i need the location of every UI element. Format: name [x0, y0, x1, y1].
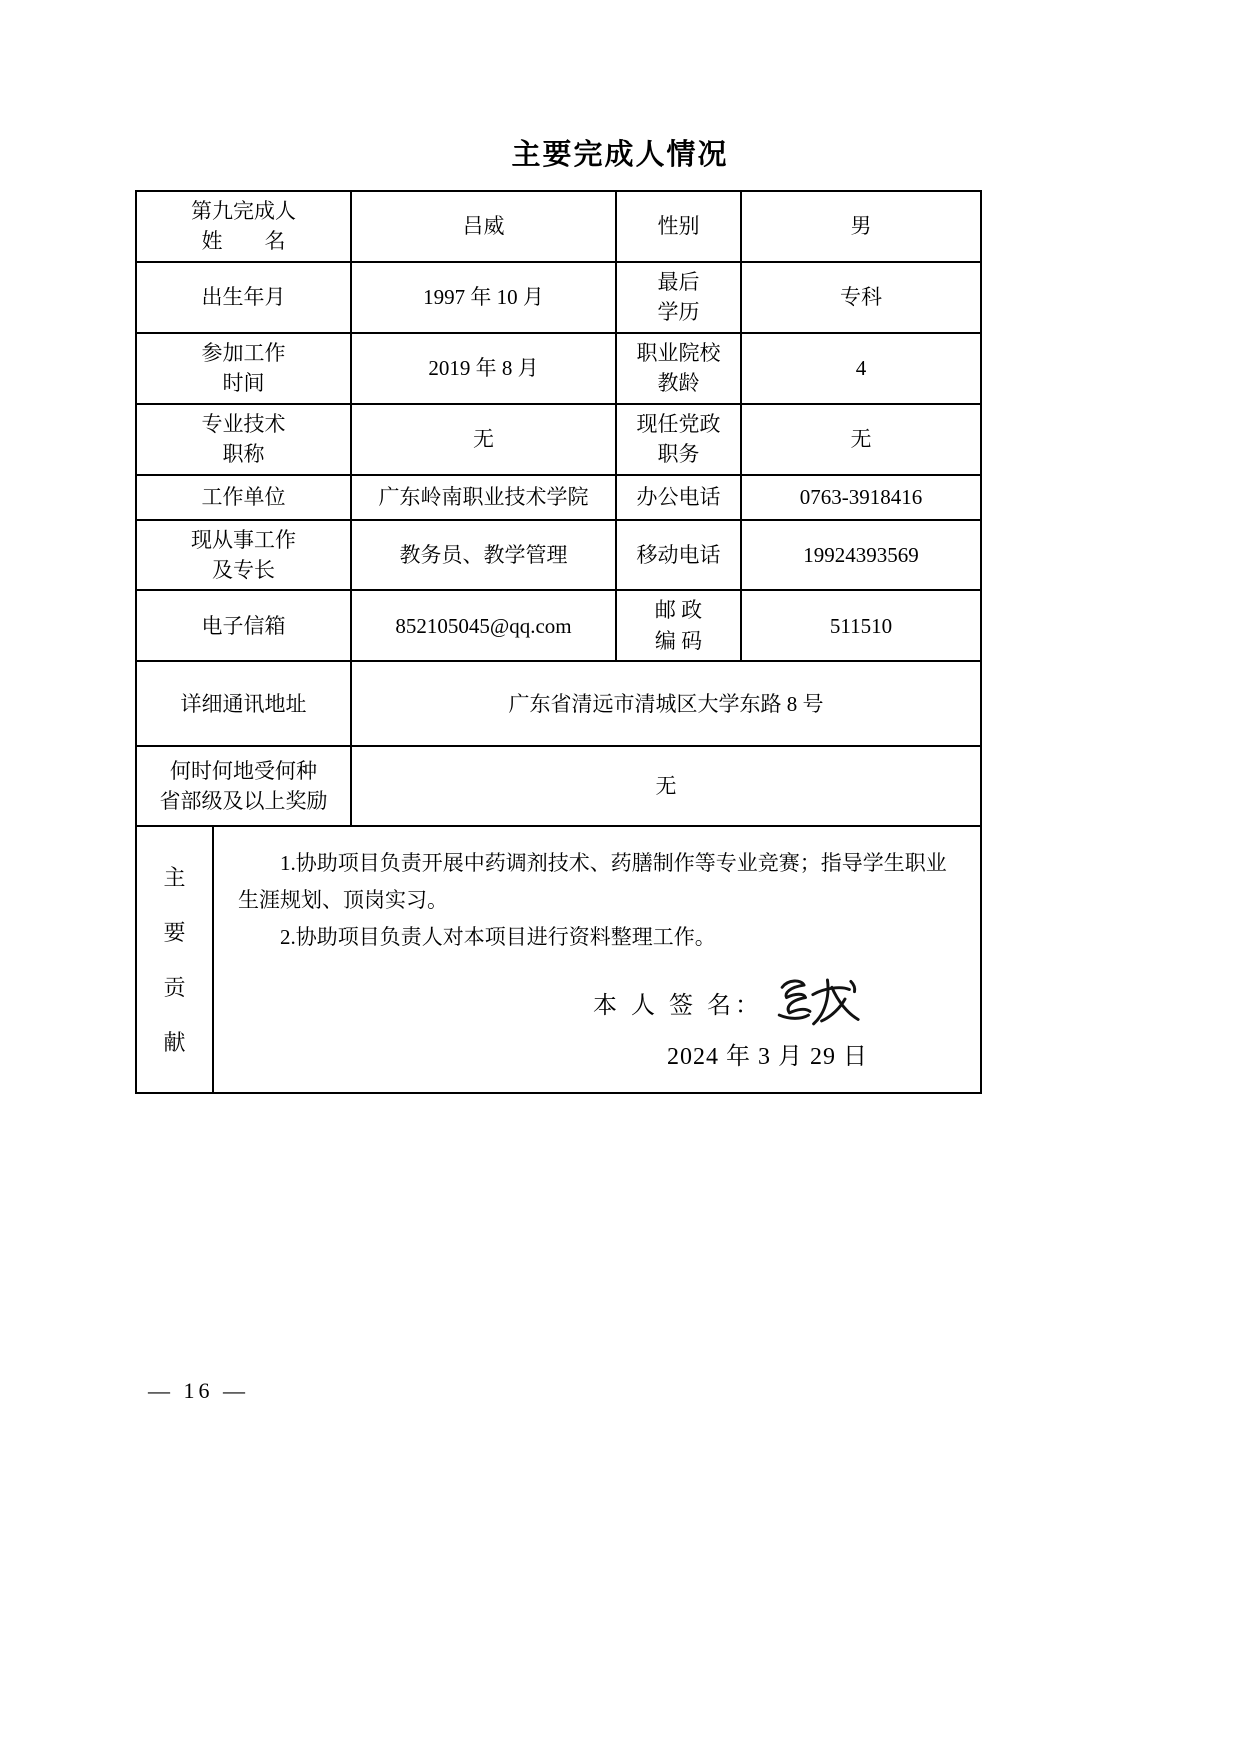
- gender-value: 男: [850, 214, 872, 239]
- row-title-post: [137, 405, 980, 476]
- row-employer-phone: [137, 476, 980, 521]
- birth-label: 出生年月: [137, 263, 352, 332]
- signature-label: 本 人 签 名：: [593, 992, 763, 1019]
- contribution-char-2: 要: [163, 920, 186, 946]
- contribution-content: [214, 827, 980, 1091]
- party-post-label-line2: 职务: [657, 442, 700, 467]
- signature-image: [769, 968, 864, 1030]
- party-post-value: 无: [850, 426, 872, 451]
- name-value: 吕威: [352, 192, 617, 261]
- teaching-age-label-line2: 教龄: [657, 371, 700, 396]
- signature-row: [238, 982, 956, 1030]
- party-post-label-line1: 现任党政: [636, 411, 721, 436]
- teaching-age-label-line1: 职业院校: [636, 340, 721, 365]
- mobile-label: 移动电话: [617, 521, 742, 590]
- office-phone-label: 办公电话: [617, 476, 742, 519]
- tech-title-label-cell: [137, 405, 352, 474]
- current-work-label-line1: 现从事工作: [191, 527, 296, 552]
- row-work-mobile: [137, 521, 980, 592]
- name-label-cell: [137, 192, 352, 261]
- page-number: — 16 —: [148, 1378, 249, 1403]
- current-work-value: 教务员、教学管理: [352, 521, 617, 590]
- contribution-label: [137, 827, 214, 1091]
- awards-label-line2: 省部级及以上奖励: [159, 789, 328, 814]
- row-email-postal: [137, 591, 980, 662]
- awards-label-line1: 何时何地受何种: [170, 758, 317, 783]
- postal-value: 511510: [829, 613, 893, 638]
- row-awards: [137, 747, 980, 827]
- tech-title-label-line1: 专业技术: [201, 411, 286, 436]
- contribution-item-2: 2.协助项目负责人对本项目进行资料整理工作。: [280, 924, 716, 949]
- contribution-item-1: 1.协助项目负责开展中药调剂技术、药膳制作等专业竞赛；指导学生职业生涯规划、顶岗实习。: [238, 851, 947, 912]
- teaching-age-label-cell: [617, 334, 742, 403]
- work-start-label-cell: [137, 334, 352, 403]
- completer-label-line1: 第九完成人: [191, 199, 296, 223]
- birth-value: 1997 年 10 月: [352, 263, 617, 332]
- education-label-cell: [617, 263, 742, 332]
- postal-label-cell: [617, 591, 742, 660]
- employer-value: 广东岭南职业技术学院: [352, 476, 617, 519]
- contribution-char-3: 贡: [163, 975, 186, 1001]
- awards-label-cell: [137, 747, 352, 825]
- tech-title-label-line2: 职称: [222, 442, 265, 467]
- postal-label-line2: 编 码: [654, 628, 703, 653]
- row-name-gender: [137, 192, 980, 263]
- work-start-label-line1: 参加工作: [201, 340, 286, 365]
- employer-label: 工作单位: [137, 476, 352, 519]
- address-value: 广东省清远市清城区大学东路 8 号: [508, 691, 824, 716]
- work-start-label-line2: 时间: [222, 371, 265, 396]
- work-start-value: 2019 年 8 月: [352, 334, 617, 403]
- row-workstart-teachingage: [137, 334, 980, 405]
- education-label-line1: 最后: [657, 269, 700, 294]
- completer-label-line2: 姓 名: [201, 229, 286, 254]
- gender-label: 性别: [617, 192, 742, 261]
- tech-title-value: 无: [352, 405, 617, 474]
- postal-label-line1: 邮 政: [654, 598, 703, 623]
- teaching-age-value: 4: [855, 355, 867, 380]
- completer-info-table: [135, 190, 982, 1094]
- email-value: 852105045@qq.com: [352, 591, 617, 660]
- contribution-char-1: 主: [163, 865, 186, 891]
- address-label: 详细通讯地址: [137, 662, 352, 745]
- education-label-line2: 学历: [657, 300, 700, 325]
- office-phone-value: 0763-3918416: [799, 484, 923, 509]
- education-value: 专科: [840, 285, 882, 310]
- page-title: 主要完成人情况: [511, 139, 729, 171]
- awards-value: 无: [655, 774, 677, 799]
- mobile-value: 19924393569: [803, 542, 919, 567]
- email-label: 电子信箱: [137, 591, 352, 660]
- contribution-char-4: 献: [163, 1030, 186, 1056]
- row-birth-education: [137, 263, 980, 334]
- current-work-label-cell: [137, 521, 352, 590]
- party-post-label-cell: [617, 405, 742, 474]
- row-contributions: [137, 827, 980, 1091]
- signature-date: 2024 年 3 月 29 日: [667, 1043, 868, 1070]
- row-address: [137, 662, 980, 747]
- current-work-label-line2: 及专长: [212, 557, 275, 582]
